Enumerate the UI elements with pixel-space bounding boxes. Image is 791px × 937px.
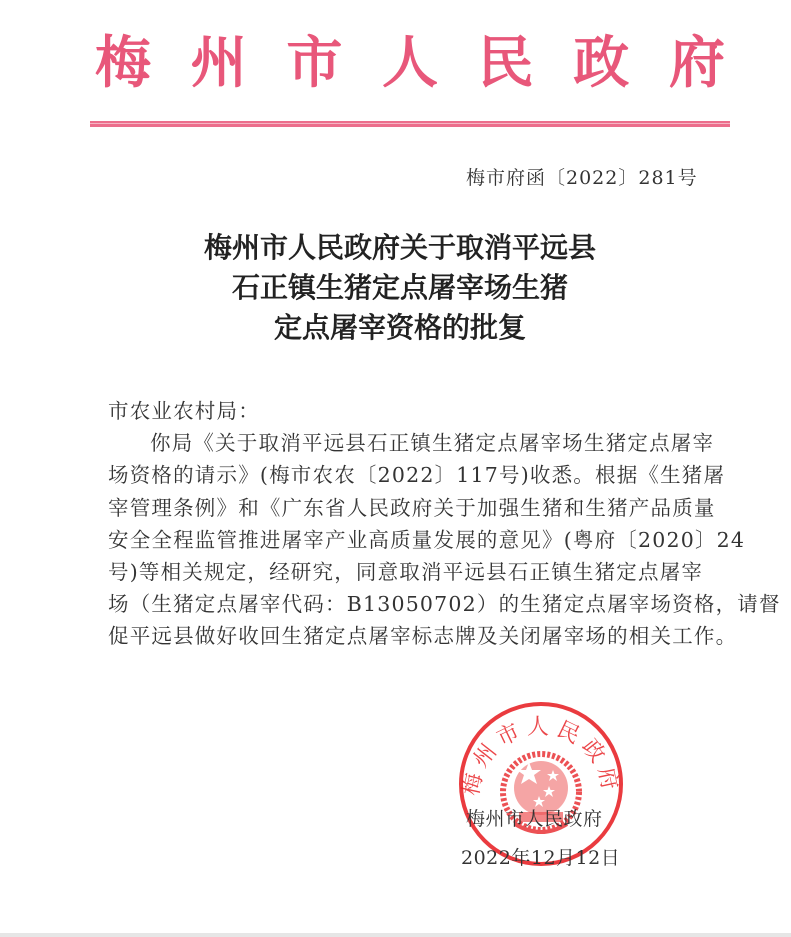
masthead-char: 州 <box>190 30 247 96</box>
body-line: 宰管理条例》和《广东省人民政府关于加强生猪和生猪产品质量 <box>108 495 716 520</box>
body-line: 安全全程监管推进屠宰产业高质量发展的意见》(粤府〔2020〕24 <box>108 527 746 552</box>
masthead-char: 人 <box>381 30 438 96</box>
issue-date: 2022年12月12日 <box>461 847 621 869</box>
document-body <box>108 395 781 653</box>
body-line: 号)等相关规定，经研究，同意取消平远县石正镇生猪定点屠宰 <box>108 560 704 585</box>
title-line: 梅州市人民政府关于取消平远县 <box>203 231 596 264</box>
seal-ring-text: 梅州市人民政府 <box>458 714 624 798</box>
addressee: 市农业农村局： <box>108 399 260 423</box>
body-line: 场（生猪定点屠宰代码：B13050702）的生猪定点屠宰场资格，请督 <box>108 592 781 617</box>
body-line: 你局《关于取消平远县石正镇生猪定点屠宰场生猪定点屠宰 <box>150 431 715 456</box>
red-divider-rule <box>90 121 730 127</box>
masthead-char: 梅 <box>95 30 151 96</box>
masthead-char: 市 <box>286 30 343 96</box>
document-title <box>140 228 660 348</box>
masthead-char: 民 <box>477 30 534 96</box>
body-paragraph <box>108 427 781 652</box>
body-line: 促平远县做好收回生猪定点屠宰标志牌及关闭屠宰场的相关工作。 <box>108 624 738 649</box>
masthead-char: 政 <box>573 30 630 96</box>
masthead <box>90 28 730 98</box>
masthead-char: 府 <box>668 30 725 96</box>
document-number: 梅市府函〔2022〕281号 <box>466 167 698 189</box>
page-bottom-edge <box>0 933 791 937</box>
title-line: 定点屠宰资格的批复 <box>273 311 526 344</box>
signing-authority: 梅州市人民政府 <box>466 808 603 830</box>
title-line: 石正镇生猪定点屠宰场生猪 <box>231 271 568 304</box>
body-line: 场资格的请示》(梅市农农〔2022〕117号)收悉。根据《生猪屠 <box>108 463 726 488</box>
